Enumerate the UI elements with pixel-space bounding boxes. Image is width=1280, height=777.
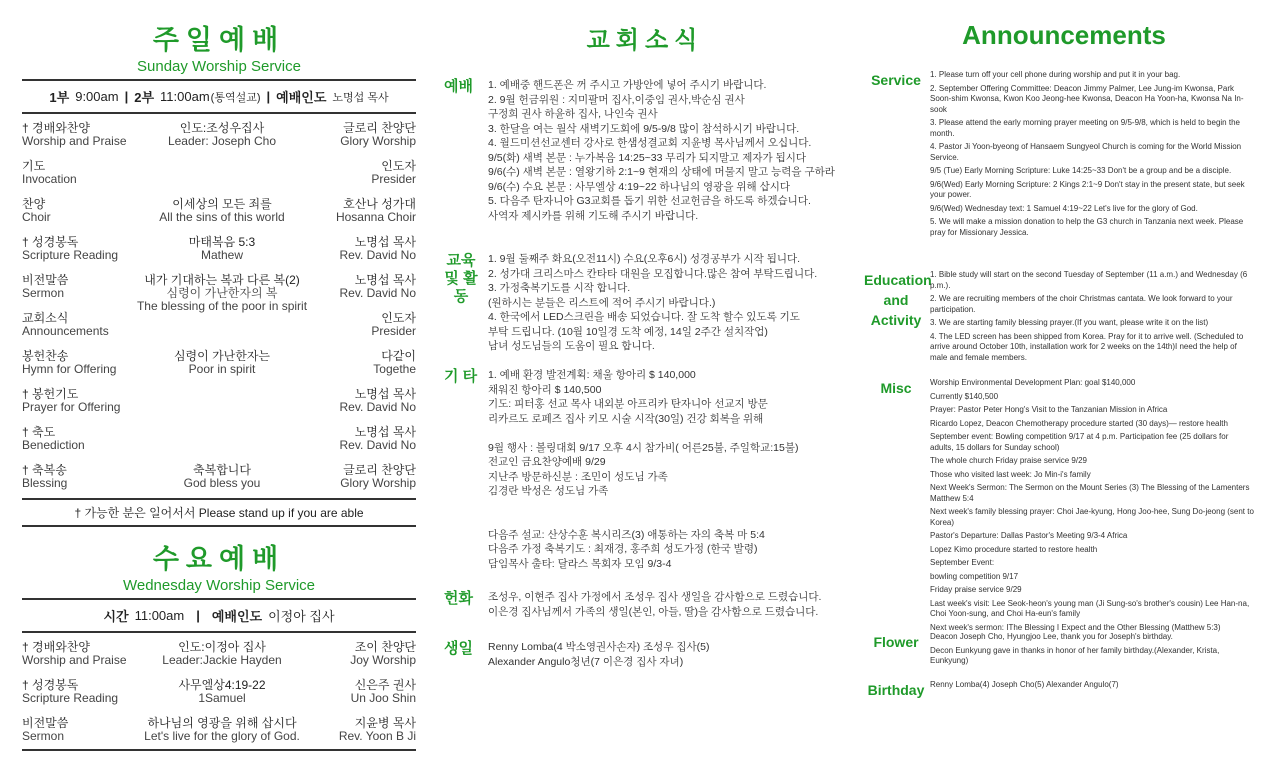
person-english: Rev. David No <box>339 438 416 452</box>
person-english: Rev. David No <box>339 400 416 414</box>
announcement-item: 9/6(Wed) Wednesday text: 1 Samuel 4:19~22 Let's live for the glory of God. <box>930 203 1198 213</box>
order-content <box>132 122 312 148</box>
order-item-english: Worship and Praise <box>22 134 127 148</box>
order-person <box>286 679 416 705</box>
announcement-item: Friday praise service 9/29 <box>930 585 1022 594</box>
order-content <box>132 679 312 705</box>
content-line: The blessing of the poor in spirit <box>136 299 308 313</box>
news-line: 1. 예배중 핸드폰은 꺼 주시고 가방안에 넣어 주시기 바랍니다. <box>488 79 767 91</box>
news-line: 4. 월드미션선교센터 강사로 한샘성결교회 지윤병 목사님께서 오십니다. <box>488 137 812 149</box>
order-row <box>22 717 416 751</box>
announcement-item: 9/5 (Tue) Early Morning Scripture: Luke 14:25~33 Don't be a group and be a disciple. <box>930 166 1232 175</box>
news-line: 리카르도 로페즈 집사 키모 시술 시작(30일) 건강 회복을 위해 <box>488 412 764 425</box>
order-row <box>22 273 416 313</box>
news-line: 전교인 금요찬양예배 9/29 <box>488 456 606 468</box>
announcement-item: 3. Please attend the early morning prayer meeting on 9/5-9/8, which is held to begin the month. <box>930 118 1240 138</box>
announcement-label: Misc <box>880 380 912 396</box>
person-korean: 신은주 권사 <box>354 678 416 692</box>
announcement-label: Education and Activity <box>864 272 932 328</box>
stand-note: † 가능한 분은 일어서서 Please stand up if you are able <box>74 506 364 520</box>
order-person <box>286 122 416 148</box>
news-section-label: 생일 <box>444 640 473 657</box>
order-item-english: Hymn for Offering <box>22 362 117 376</box>
news-line: 3. 가정축복기도를 시작 합니다. <box>488 282 631 294</box>
order-item <box>22 160 162 186</box>
order-person <box>286 160 416 186</box>
person-english: Presider <box>371 172 416 186</box>
order-person <box>286 312 416 338</box>
order-content <box>132 464 312 490</box>
person-korean: 노명섭 목사 <box>354 425 416 439</box>
news-line: 9/6(수) 새벽 본문 : 열왕기하 2:1~9 현재의 상태에 머물지 말고 능력을 구하라 <box>488 166 835 178</box>
order-row <box>22 350 416 384</box>
person-english: Rev. David No <box>339 248 416 262</box>
announcement-body <box>930 378 1254 636</box>
content-line: 사무엘상4:19-22 <box>178 678 266 692</box>
announcements-column <box>864 0 1264 698</box>
order-person <box>286 426 416 452</box>
news-line: Renny Lomba(4 박소영권사손자) 조성우 집사(5) <box>488 641 710 653</box>
order-item-korean: 찬양 <box>22 197 46 211</box>
person-english: Presider <box>371 324 416 338</box>
news-section-body <box>488 368 850 571</box>
news-section-label: 교육 및 활동 <box>444 252 478 305</box>
sunday-title-korean: 주일예배 <box>152 25 286 55</box>
order-item-korean: † 성경봉독 <box>22 235 79 249</box>
wed-time: 11:00am <box>134 608 185 623</box>
news-line: 1. 9월 둘째주 화요(오전11시) 수요(오후6시) 성경공부가 시작 됩니다. <box>488 253 801 265</box>
order-person <box>286 388 416 414</box>
order-item-english: Benediction <box>22 438 85 452</box>
wed-time-label: 시간 <box>103 609 129 624</box>
news-line: 5. 다음주 탄자니아 G3교회를 돕기 위한 선교헌금을 하도록 하겠습니다. <box>488 195 811 207</box>
content-line: Poor in spirit <box>188 362 256 376</box>
announcement-item: The whole church Friday praise service 9/29 <box>930 456 1087 465</box>
order-content <box>132 198 312 224</box>
content-line: All the sins of this world <box>159 210 285 224</box>
news-section-body <box>488 78 850 223</box>
order-item-english: Worship and Praise <box>22 653 127 667</box>
order-item-korean: † 축도 <box>22 425 56 439</box>
order-row <box>22 388 416 422</box>
announcement-item: Decon Eunkyung gave in thanks in honor of her family birthday.(Alexander, Krista, Eunkyung) <box>930 645 1220 665</box>
announcement-item: Renny Lomba(4) Joseph Cho(5) Alexander Angulo(7) <box>930 680 1119 689</box>
news-line: 이은경 집사님께서 가족의 생일(본인, 아들, 딸)을 감사함으로 드렸습니다. <box>488 605 819 618</box>
content-line: 인도:이정아 집사 <box>178 640 266 654</box>
wed-leader-label: 예배인도 <box>211 609 263 624</box>
person-korean: 글로리 찬양단 <box>343 121 416 135</box>
order-item-korean: † 성경봉독 <box>22 678 79 692</box>
time1-label: 1부 <box>49 90 70 105</box>
person-english: Rev. David No <box>339 286 416 300</box>
person-korean: 지윤병 목사 <box>354 716 416 730</box>
church-news-column <box>440 0 850 668</box>
order-row <box>22 312 416 346</box>
person-korean: 조이 찬양단 <box>354 640 416 654</box>
announcement-item: Next week's sermon: IThe Blessing I Expect and the Other Blessing (Matthew 5:3) <box>930 622 1221 632</box>
announcement-item: Next week's family blessing prayer: Choi Jae-kyung, Hong Joo-hee, Sung Do-jeong (sent to Korea) <box>930 507 1254 527</box>
order-item-korean: 비전말씀 <box>22 273 69 287</box>
order-person <box>286 641 416 667</box>
announcement-item: 2. We are recruiting members of the choir Christmas cantata. We look forward to your participation. <box>930 294 1233 314</box>
time2-note: (통역설교) <box>210 91 261 104</box>
announcement-body <box>930 70 1254 241</box>
news-section-label: 예배 <box>444 78 473 95</box>
content-line: God bless you <box>183 476 261 490</box>
wed-leader-name: 이정아 집사 <box>268 609 335 624</box>
content-line: 하나님의 영광을 위해 삽시다 <box>147 716 297 730</box>
news-line: 담임목사 출타: 달라스 목회자 모임 9/3-4 <box>488 557 672 570</box>
announcement-item: Deacon Joseph Cho, Hyungjoo Lee, thank you for Joseph's birthday. <box>930 632 1173 641</box>
person-english: Togethe <box>373 362 416 376</box>
order-item-english: Sermon <box>22 729 65 743</box>
news-line: 2. 성가대 크리스마스 칸타타 대원을 모집합니다.많은 참여 부탁드립니다. <box>488 267 818 280</box>
news-section-body <box>488 640 850 669</box>
news-line: 사역자 제시카를 위해 기도해 주시기 바랍니다. <box>488 209 699 222</box>
announcement-item: September event: Bowling competition 9/17 at 4 p.m. Participation fee (25 dollars for adults, 15 dollars for Sunday school) <box>930 432 1229 452</box>
news-line: 9/6(수) 수요 본문 : 사무엘상 4:19~22 하나님의 영광을 위해 삽시다 <box>488 180 791 193</box>
wednesday-title-korean: 수요예배 <box>152 544 286 574</box>
content-line: 심령이 가난한자의 복 <box>166 286 278 300</box>
announcement-item: 3. We are starting family blessing prayer.(If you want, please write it on the list) <box>930 318 1209 327</box>
person-english: Hosanna Choir <box>335 210 416 224</box>
announcement-item: bowling competition 9/17 <box>930 571 1019 581</box>
order-content <box>132 641 312 667</box>
announcement-label: Flower <box>873 634 919 650</box>
person-english: Glory Worship <box>340 476 416 490</box>
news-line <box>488 499 850 514</box>
time2: 11:00am <box>160 89 210 104</box>
person-english: Un Joo Shin <box>350 691 416 705</box>
order-item-english: Scripture Reading <box>22 248 119 262</box>
sunday-title-english: Sunday Worship Service <box>137 58 301 75</box>
order-person <box>286 236 416 262</box>
order-item-korean: 비전말씀 <box>22 716 69 730</box>
person-english: Glory Worship <box>340 134 416 148</box>
announcement-item: September Event: <box>930 558 995 567</box>
news-line: 2. 9월 헌금위원 : 지미팔머 집사,이중임 권사,박순심 권사 <box>488 93 745 106</box>
order-person <box>286 198 416 224</box>
order-item-english: Scripture Reading <box>22 691 119 705</box>
sunday-order-list <box>22 114 416 498</box>
time2-label: 2부 <box>134 90 155 105</box>
order-item-korean: † 축복송 <box>22 463 67 477</box>
news-section-body <box>488 252 850 354</box>
news-line: 3. 한달을 여는 월삭 새벽기도회에 9/5-9/8 많이 참석하시기 바랍니다. <box>488 122 800 135</box>
announcement-item: 1. Please turn off your cell phone during worship and put it in your bag. <box>930 70 1181 79</box>
content-line: 인도:조성우집사 <box>179 121 265 135</box>
order-row <box>22 641 416 675</box>
news-line: Alexander Angulo청년(7 이은경 집사 자녀) <box>488 655 684 668</box>
announcements-title: Announcements <box>962 20 1166 50</box>
content-line: 1Samuel <box>198 691 246 705</box>
order-person <box>286 274 416 300</box>
order-person <box>286 717 416 743</box>
sunday-time-bar: 1부 9:00am | 2부 11:00am (통역설교) | 예배인도 노명섭 목사 <box>49 89 389 105</box>
announcement-item: Lopez Kimo procedure started to restore health <box>930 544 1098 554</box>
news-line: 다음주 가정 축복기도 : 최재경, 홍주희 성도가정 (한국 발령) <box>488 543 758 555</box>
news-line: 다음주 설교: 산상수훈 복시리즈(3) 애통하는 자의 축복 마 5:4 <box>488 528 765 541</box>
news-line: 남녀 성도님들의 도움이 필요 합니다. <box>488 340 655 352</box>
announcement-item: 4. The LED screen has been shipped from Korea. Pray for it to arrive well. (Scheduled to arrive around October 10th, installation work for 2 weeks on the 14th)I need the help of male and female members. <box>930 331 1244 362</box>
order-person <box>286 350 416 376</box>
news-line <box>488 426 850 441</box>
news-line: 지난주 방문하신분 : 조민이 성도님 가족 <box>488 470 668 483</box>
news-line: 구정희 권사 하윤하 집사, 나인숙 권사 <box>488 108 658 120</box>
announcement-item: 5. We will make a mission donation to help the G3 church in Tanzania next week. Please pray for Missionary Jessica. <box>930 217 1244 237</box>
announcement-label: Birthday <box>867 682 925 698</box>
announcement-body <box>930 632 1254 670</box>
order-item-english: Invocation <box>22 172 77 186</box>
news-line: 부탁 드립니다. (10월 10일경 도착 예정, 14일 2주간 설치작업) <box>488 325 768 338</box>
announcement-item: Prayer: Pastor Peter Hong's Visit to the Tanzanian Mission in Africa <box>930 405 1168 414</box>
order-item-english: Sermon <box>22 286 65 300</box>
content-line: Leader: Joseph Cho <box>167 134 277 148</box>
announcement-item: Last week's visit: Lee Seok-heon's young man (Ji Sung-so's brother's cousin) Lee Han-na, Choi Yoon-sung, and Choi Ha-eun's family <box>930 598 1250 618</box>
announcement-item: Worship Environmental Development Plan: goal $140,000 <box>930 378 1136 387</box>
news-line <box>488 513 850 528</box>
order-item-korean: † 경배와찬양 <box>22 121 90 135</box>
order-row <box>22 236 416 270</box>
person-korean: 인도자 <box>381 159 416 173</box>
order-item-korean: † 경배와찬양 <box>22 640 90 654</box>
order-item <box>22 388 162 414</box>
order-item-english: Announcements <box>22 324 109 338</box>
content-line: Let's live for the glory of God. <box>144 729 300 743</box>
order-item-korean: 기도 <box>22 159 46 173</box>
order-content <box>132 717 312 743</box>
person-english: Rev. Yoon B Ji <box>338 729 416 743</box>
order-person <box>286 464 416 490</box>
person-korean: 노명섭 목사 <box>354 387 416 401</box>
news-line: 1. 예배 환경 발전계획: 채울 항아리 $ 140,000 <box>488 369 696 381</box>
announcement-body <box>930 680 1254 694</box>
time1: 9:00am <box>75 89 119 104</box>
worship-order-column <box>22 0 416 751</box>
order-content <box>132 274 312 313</box>
person-korean: 다같이 <box>381 349 416 363</box>
announcement-item: Ricardo Lopez, Deacon Chemotherapy procedure started (30 days)— restore health <box>930 418 1228 428</box>
news-line: 채워진 항아리 $ 140,500 <box>488 383 602 396</box>
announcement-item: 4. Pastor Ji Yoon-byeong of Hansaem Sungyeol Church is coming for the World Mission Service. <box>930 142 1242 162</box>
order-item-korean: † 봉헌기도 <box>22 387 79 401</box>
content-line: Leader:Jackie Hayden <box>162 653 282 667</box>
news-line: 4. 한국에서 LED스크린을 배송 되었습니다. 잘 도착 할수 있도록 기도 <box>488 311 800 323</box>
wednesday-title-english: Wednesday Worship Service <box>122 577 316 594</box>
person-korean: 글로리 찬양단 <box>343 463 416 477</box>
leader-label: 예배인도 <box>276 90 327 105</box>
person-korean: 인도자 <box>381 311 416 325</box>
news-section-label: 헌화 <box>444 590 473 607</box>
divider <box>22 525 416 527</box>
order-item-english: Choir <box>22 210 51 224</box>
announcement-item: Currently $140,500 <box>930 391 999 401</box>
news-section-label: 기 타 <box>444 368 478 385</box>
person-english: Joy Worship <box>350 653 416 667</box>
person-korean: 노명섭 목사 <box>354 235 416 249</box>
wednesday-order-list <box>22 633 416 749</box>
leader-name: 노명섭 목사 <box>332 91 389 104</box>
content-line: Mathew <box>200 248 244 262</box>
person-korean: 호산나 성가대 <box>343 197 416 211</box>
content-line: 마태복음 5:3 <box>188 235 256 249</box>
order-item-korean: 교회소식 <box>22 311 69 325</box>
order-item-korean: 봉헌찬송 <box>22 349 69 363</box>
content-line: 축복합니다 <box>193 463 251 477</box>
order-row <box>22 122 416 156</box>
order-item <box>22 426 162 452</box>
announcement-item: 2. September Offering Committee: Deacon Jimmy Palmer, Lee Jung-im Kwonsa, Park Soon-shim Kwonsa, Kwon Koo Jeong-hee Kwonsa, Deacon Ha Yoon-ha, Kwonsa Na In-sook <box>930 83 1244 114</box>
order-content <box>132 236 312 262</box>
order-item <box>22 312 162 338</box>
content-line: 이세상의 모든 죄를 <box>172 197 272 211</box>
content-line: 심령이 가난한자는 <box>173 349 271 363</box>
announcement-item: Next Week's Sermon: The Sermon on the Mount Series (3) The Blessing of the Lamenters Matthew 5:4 <box>930 483 1250 503</box>
announcement-item: Those who visited last week: Jo Min-i's family <box>930 469 1091 479</box>
announcement-item: 9/6(Wed) Early Morning Scripture: 2 Kings 2:1~9 Don't stay in the present state, but seek your power. <box>930 179 1245 199</box>
news-section-body <box>488 590 850 619</box>
announcement-body <box>930 270 1254 366</box>
order-content <box>132 350 312 376</box>
news-line: 김경란 박성은 성도님 가족 <box>488 485 609 497</box>
wednesday-time-bar: 시간 11:00am | 예배인도 이정아 집사 <box>103 608 335 624</box>
announcement-item: 1. Bible study will start on the second Tuesday of September (11 a.m.) and Wednesday (6 p.m.). <box>930 270 1248 290</box>
news-line: 조성우, 이현주 집사 가정에서 조성우 집사 생일을 감사함으로 드렸습니다. <box>488 591 822 603</box>
person-korean: 노명섭 목사 <box>354 273 416 287</box>
order-row <box>22 426 416 460</box>
order-item-english: Prayer for Offering <box>22 400 121 414</box>
order-row <box>22 464 416 498</box>
content-line: 내가 기대하는 복과 다른 복(2) <box>144 273 300 287</box>
news-line: 기도: 피터홍 선교 목사 내외분 아프리카 탄자니아 선교지 방문 <box>488 398 768 410</box>
order-row <box>22 679 416 713</box>
order-row <box>22 160 416 194</box>
announcement-label: Service <box>871 72 921 88</box>
news-title: 교회소식 <box>586 27 704 54</box>
order-item-english: Blessing <box>22 476 68 490</box>
news-line: (원하시는 분들은 리스트에 적어 주시기 바랍니다.) <box>488 296 716 309</box>
news-line: 9월 행사 : 볼링대회 9/17 오후 4시 참가비( 어른25불, 주일학교:15불) <box>488 441 799 454</box>
order-row <box>22 198 416 232</box>
news-line: 9/5(화) 새벽 본문 : 누가복음 14:25~33 무리가 되지말고 제자가 됩시다 <box>488 151 806 164</box>
announcement-item: Pastor's Departure: Dallas Pastor's Meeting 9/3-4 Africa <box>930 531 1128 540</box>
